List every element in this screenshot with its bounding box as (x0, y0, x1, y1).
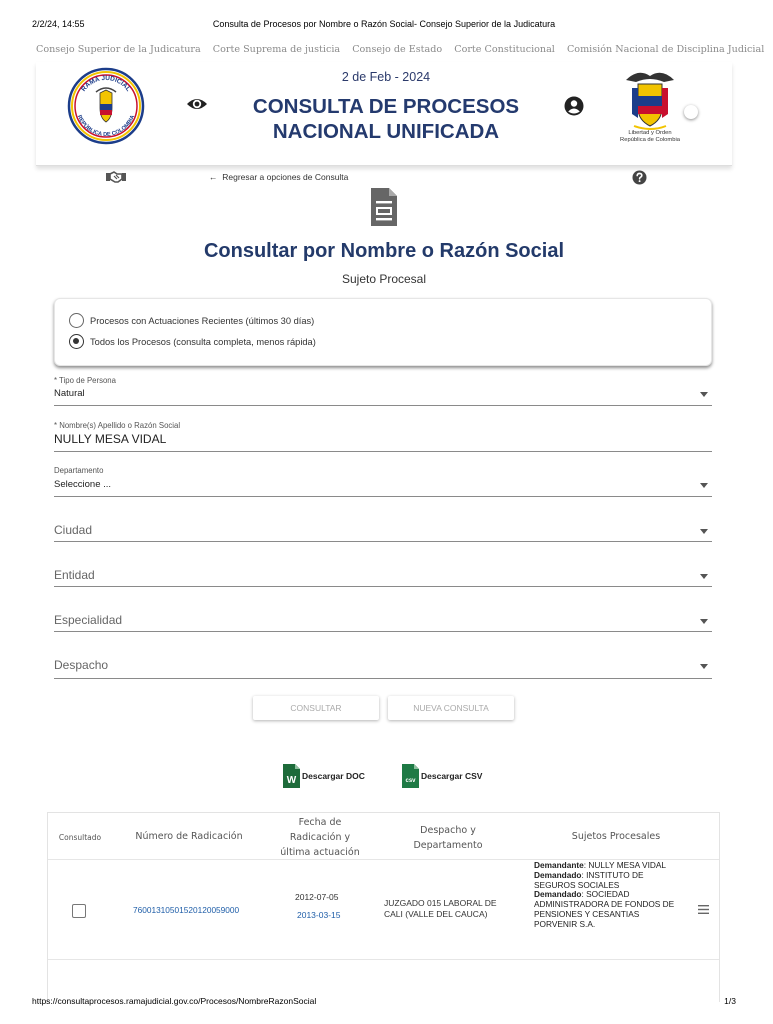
row-menu-icon[interactable] (698, 905, 709, 914)
link-corte-constitucional[interactable]: Corte Constitucional (454, 44, 555, 55)
header-fecha (268, 815, 372, 860)
page-heading: Consultar por Nombre o Razón Social (203, 240, 565, 262)
print-timestamp: 2/2/24, 14:55 (32, 19, 85, 29)
sujeto-name-demandado-2: : SOCIEDAD ADMINISTRADORA DE FONDOS DE PENSIONES Y CESANTIAS PORVENIR S.A. (534, 889, 675, 929)
despacho-placeholder: Despacho (54, 658, 109, 672)
sujeto-name-demandado: : INSTITUTO DE SEGUROS SOCIALES (534, 869, 644, 890)
sujeto-role-demandante: Demandante (534, 860, 584, 870)
radio-option-recent[interactable] (69, 313, 314, 328)
print-footer (32, 996, 736, 1006)
user-account-icon[interactable] (564, 96, 584, 116)
radio-recent[interactable] (69, 313, 84, 328)
eye-icon[interactable] (186, 96, 208, 112)
sujetos-procesales (534, 861, 684, 930)
caret-down-icon (700, 483, 708, 488)
link-consejo-superior[interactable]: Consejo Superior de la Judicatura (36, 44, 201, 55)
site-title-line2: NACIONAL UNIFICADA (272, 120, 500, 143)
caret-down-icon (700, 574, 708, 579)
nombre-label: * Nombre(s) Apellido o Razón Social (54, 421, 181, 430)
entidad-placeholder: Entidad (54, 568, 95, 582)
svg-text:REPÚBLICA DE COLOMBIA: REPÚBLICA DE COLOMBIA (75, 114, 137, 139)
link-comision-disciplina[interactable]: Comisión Nacional de Disciplina Judicial (566, 44, 765, 55)
svg-text:RAMA JUDICIAL: RAMA JUDICIAL (80, 74, 132, 93)
sujeto-role-demandado-2: Demandado (534, 889, 582, 900)
consultado-checkbox[interactable] (72, 904, 86, 918)
document-icon (370, 187, 398, 227)
svg-text:csv: csv (405, 778, 416, 784)
header-consultado: Consultado (58, 833, 102, 842)
despacho-select[interactable] (54, 655, 712, 679)
caret-down-icon (700, 392, 708, 397)
arrow-left-icon: ← (209, 172, 218, 182)
results-table (47, 812, 720, 1002)
search-scope-options (54, 298, 712, 366)
despacho-line1: JUZGADO 015 LABORAL DE (384, 898, 497, 908)
header-despacho-line2: Departamento (413, 840, 483, 851)
header-banner (36, 62, 732, 166)
radio-all-label: Todos los Procesos (consulta completa, menos rápida) (90, 336, 316, 347)
despacho-departamento (384, 898, 497, 920)
numero-radicacion-link[interactable]: 76001310501520120059000 (133, 905, 240, 915)
ciudad-placeholder: Ciudad (54, 523, 93, 537)
back-link-label: Regresar a opciones de Consulta (222, 172, 349, 182)
site-title (226, 94, 546, 144)
print-header (32, 19, 736, 33)
help-icon[interactable] (632, 170, 647, 185)
csv-file-icon (402, 764, 419, 788)
row-divider (48, 959, 719, 960)
print-url: https://consultaprocesos.ramajudicial.gov.co/Procesos/NombreRazonSocial (32, 996, 317, 1006)
nueva-consulta-button[interactable]: NUEVA CONSULTA (388, 696, 514, 720)
departamento-value: Seleccione ... (54, 479, 112, 490)
ciudad-select[interactable] (54, 520, 712, 542)
link-consejo-estado[interactable]: Consejo de Estado (352, 44, 443, 55)
header-numero-radicacion: Número de Radicación (135, 831, 243, 842)
radio-all-selected[interactable] (69, 334, 84, 349)
fecha-radicacion: 2012-07-05 (295, 892, 339, 902)
header-fecha-line1: Fecha de (298, 817, 342, 828)
download-doc-label: Descargar DOC (302, 771, 365, 781)
theme-toggle[interactable] (684, 105, 698, 119)
header-sujetos: Sujetos Procesales (571, 831, 661, 842)
download-doc-link[interactable] (283, 764, 365, 788)
shield-caption-line1: Libertad y Orden (628, 130, 672, 136)
tipo-persona-value: Natural (54, 388, 85, 399)
nombre-value: NULLY MESA VIDAL (54, 432, 167, 446)
download-csv-label: Descargar CSV (421, 771, 483, 781)
caret-down-icon (700, 529, 708, 534)
radio-option-all[interactable] (69, 334, 316, 349)
tipo-persona-label: * Tipo de Persona (54, 376, 116, 385)
sujeto-name-demandante: : NULLY MESA VIDAL (583, 860, 667, 870)
svg-text:W: W (286, 775, 297, 786)
rama-judicial-seal-logo[interactable] (66, 66, 146, 146)
header-fecha-line3: última actuación (280, 847, 360, 858)
link-corte-suprema[interactable]: Corte Suprema de justicia (212, 44, 341, 55)
header-fecha-line2: Radicación y (289, 832, 351, 843)
download-csv-link[interactable] (402, 764, 482, 788)
page-subheading: Sujeto Procesal (341, 272, 427, 286)
shield-caption-line2: República de Colombia (620, 137, 680, 143)
caret-down-icon (700, 619, 708, 624)
institution-links (36, 44, 765, 58)
current-date: 2 de Feb - 2024 (341, 70, 431, 84)
nombre-input[interactable] (54, 419, 712, 452)
especialidad-placeholder: Especialidad (54, 613, 123, 627)
word-file-icon (283, 764, 300, 788)
sub-navigation (0, 170, 768, 186)
back-to-options-link[interactable] (209, 172, 348, 182)
caret-down-icon (700, 664, 708, 669)
shield-caption (610, 130, 690, 144)
radio-recent-label: Procesos con Actuaciones Recientes (últimos 30 días) (90, 315, 315, 326)
print-page-title: Consulta de Procesos por Nombre o Razón Social- Consejo Superior de la Judicatura (212, 19, 556, 29)
sujeto-role-demandado: Demandado (534, 869, 582, 880)
print-page-number: 1/3 (724, 996, 736, 1006)
especialidad-select[interactable] (54, 610, 712, 632)
departamento-select[interactable] (54, 464, 712, 497)
departamento-label: Departamento (54, 466, 104, 475)
despacho-line2: CALI (VALLE DEL CAUCA) (384, 909, 488, 919)
tipo-persona-select[interactable] (54, 374, 712, 406)
entidad-select[interactable] (54, 565, 712, 587)
site-title-line1: CONSULTA DE PROCESOS (252, 95, 520, 118)
consultar-button[interactable]: CONSULTAR (253, 696, 379, 720)
handshake-icon[interactable] (105, 170, 127, 184)
header-despacho-line1: Despacho y (420, 825, 476, 836)
ultima-actuacion-link[interactable]: 2013-03-15 (297, 910, 341, 920)
header-despacho (386, 823, 510, 853)
